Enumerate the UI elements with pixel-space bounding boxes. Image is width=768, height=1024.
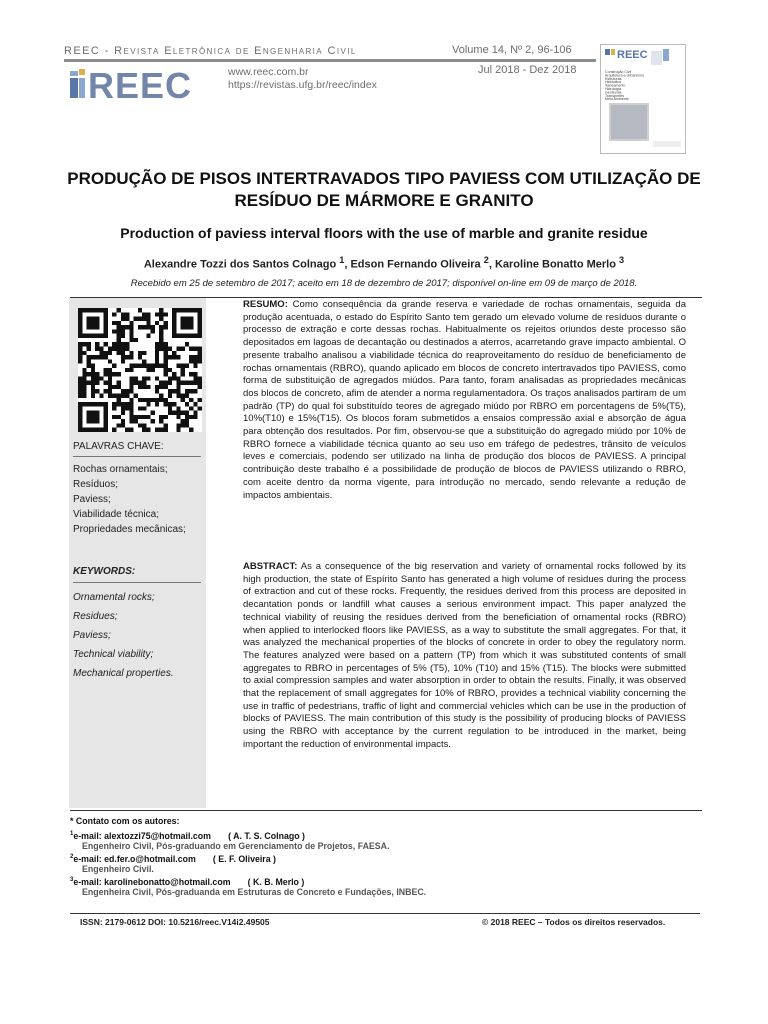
ufg-link[interactable]: https://revistas.ufg.br/reec/index (228, 79, 377, 91)
abstract-text: As a consequence of the big reservation and variety of ornamental rocks followed by its high production, the state of Espírito Santo has generated a high volume of residues during the process of extraction and cut of these rocks. Frequently, the residues derived from this process are deposited in decantation ponds or landfill what causes a serious environment impact. This paper analyzed the technical viability of reusing the residues derived from the beneficiation of ornamental rocks (RBRO) when applied to interlocked floors like PAVIESS, as a way to substitute the small aggregates. For that, it was analyzed the mechanical properties of the blocks of concrete in order to obey the regulatory norm. The features analyzed were based on a pattern (TP) from which it was substituted contents of small aggregates to RBRO in percentages of 5% (T5), 10% (T10) and 15% (T15). The blocks were submitted to axial compression samples and water absorption in order to obtain the results. Finally, it was observed that the replacement of small aggregates for 10% of RBRO, provides a technical viability concerning the use in traffic of pedestrians, traffic of light and commercial vehicles which can be use in the production of blocks of PAVIESS. The main contribution of this study is the possibility of producing blocks of PAVIESS using the RBRO with acceptance by the current regulation to be introduced in the market, being important the reduction of environmental impacts. (243, 561, 686, 750)
qr-code-icon[interactable] (78, 308, 202, 432)
cover-art (601, 45, 685, 153)
cover-topic: Geotecnia (605, 90, 622, 95)
keyword-en: Technical viability; (73, 649, 154, 660)
contact-line: $^2$e-mail: ed.fer.o@hotmail.com ( E. F. Oliveira ) (70, 854, 276, 864)
keywords-pt-heading: PALAVRAS CHAVE: (73, 441, 164, 452)
author-2: Edson Fernando Oliveira (350, 258, 481, 271)
cover-topic: Hidrologia (605, 87, 622, 91)
journal-name: REEC - Revista Eletrônica de Engenharia Civil (64, 45, 357, 57)
volume-info: Volume 14, Nº 2, 96-106 (452, 44, 572, 56)
footer-rule (70, 913, 700, 914)
keyword-pt: Resíduos; (73, 479, 119, 490)
keyword-en: Residues; (73, 611, 118, 622)
author-1-affil: 1 (339, 255, 345, 265)
contact-email[interactable]: e-mail: ed.fer.o@hotmail.com ( E. F. Oliveira ) (73, 854, 276, 864)
cover-topic: Meio Ambiente (605, 97, 629, 102)
abstract-label: ABSTRACT: (243, 561, 298, 572)
keyword-en: Ornamental rocks; (73, 592, 155, 603)
website-link[interactable]: www.reec.com.br (228, 66, 309, 78)
keywords-pt-list (73, 462, 186, 537)
author-3: Karoline Bonatto Merlo (494, 258, 616, 271)
keyword-pt: Viabilidade técnica; (73, 509, 159, 520)
keywords-pt-rule (73, 456, 201, 457)
author-2-affil: 2 (483, 255, 489, 265)
contact-affiliation: Engenheiro Civil. (82, 864, 154, 874)
contact-line: $^1$e-mail: alextozzi75@hotmail.com ( A. T. S. Colnago ) (70, 831, 305, 841)
cover-topic: Estruturas (605, 76, 622, 81)
abstract-block (243, 561, 686, 752)
contact-affiliation: Engenheira Civil, Pós-graduanda em Estruturas de Concreto e Fundações, INBEC. (82, 887, 427, 897)
article-title-english: Production of paviess interval floors with the use of marble and granite residue (120, 225, 648, 241)
received-dates: Recebido em 25 de setembro de 2017; aceito em 18 de dezembro de 2017; disponível on-line em 09 de março de 2018. (130, 278, 638, 289)
header-rule (64, 59, 596, 62)
cover-topic: Construção Civil (605, 70, 632, 74)
keywords-en-heading: KEYWORDS: (73, 566, 136, 577)
keyword-pt: Propriedades mecânicas; (73, 524, 186, 535)
keyword-en: Mechanical properties. (73, 668, 174, 679)
keyword-pt: Paviess; (73, 494, 111, 505)
copyright: © 2018 REEC – Todos os direitos reservados. (482, 917, 666, 927)
author-3-affil: 3 (619, 255, 625, 265)
cover-topic: Transportes (605, 93, 625, 98)
logo-text: REEC (88, 65, 193, 101)
logo-mark-icon (70, 69, 85, 98)
issn-doi: ISSN: 2179-0612 DOI: 10.5216/reec.V14i2.49505 (80, 917, 270, 927)
keyword-pt: Rochas ornamentais; (73, 464, 168, 475)
keywords-en-list (73, 588, 174, 683)
author-1: Alexandre Tozzi dos Santos Colnago (143, 258, 337, 271)
contacts-heading: * Contato com os autores: (70, 816, 180, 826)
author-contacts (70, 816, 710, 900)
bottom-rule (70, 810, 702, 811)
cover-logo-text: REEC (617, 49, 648, 61)
resumo-text: Como consequência da grande reserva e variedade de rochas ornamentais, seguida da produção acentuada, o estado do Espírito Santo tem gerado um elevado volume de resíduos durante o processo de extração e corte dessas rochas. Habitualmente os rejeitos oriundos deste processo são depositados em lagoas de decantação ou destinados a aterros, acarretando grave impacto ambiental. O presente trabalho analisou a viabilidade técnica do reaproveitamento do resíduo de beneficiamento de rochas ornamentais (RBRO), quando aplicado em blocos de concreto intertravados tipo PAVIESS, como forma de substituição de agregados miúdos. Para tanto, foram analisadas as propriedades mecânicas dos blocos de concreto, afim de atender a norma regulamentadora. Os traços analisados partiram de um padrão (TP) do qual foi substituído teores de agregado miúdo por RBRO em porcentagens de 5%(T5), 10%(T10) e 15%(T15). Os blocos foram submetidos a ensaios compressão axial e absorção de água para obtenção dos resultados. Por fim, observou-se que a substituição do agregado miúdo por 10% de RBRO fornece a viabilidade técnica quanto ao seu uso em tráfego de pedestres, trânsito de veículos leves e comerciais, podendo ser utilizado na linha de produção dos blocos de PAVIESS. A principal contribuição deste trabalho é a possibilidade de produção de blocos de PAVIESS utilizando o RBRO, com aceite dentro da norma vigente, para introdução no mercado, sendo relevante a redução de impactos ambientais. (243, 299, 686, 501)
article-title: PRODUÇÃO DE PISOS INTERTRAVADOS TIPO PAVIESS COM UTILIZAÇÃO DE RESÍDUO DE MÁRMORE E GRANITO (67, 169, 701, 210)
contact-line: $^3$e-mail: karolinebonatto@hotmail.com ( K. B. Merlo ) (70, 877, 305, 887)
keyword-en: Paviess; (73, 630, 111, 641)
authors-line: Alexandre Tozzi dos Santos Colnago $^1$, Edson Fernando Oliveira $^2$, Karoline Bonatto Merlo $^3$ (143, 255, 625, 271)
resumo-label: RESUMO: (243, 299, 288, 310)
cover-topic: Hidráulica (605, 80, 621, 85)
cover-topic: Arquitetura e Urbanismo (605, 73, 644, 78)
contact-affiliation: Engenheiro Civil, Pós-graduando em Gerenciamento de Projetos, FAESA. (82, 841, 390, 851)
cover-topic: Saneamento (605, 83, 626, 88)
contact-email[interactable]: e-mail: alextozzi75@hotmail.com ( A. T. S. Colnago ) (73, 831, 305, 841)
issue-date: Jul 2018 - Dez 2018 (478, 64, 577, 76)
resumo-block (243, 299, 686, 502)
journal-cover-thumbnail (600, 44, 686, 154)
contact-email[interactable]: e-mail: karolinebonatto@hotmail.com ( K. B. Merlo ) (73, 877, 305, 887)
keywords-en-rule (73, 582, 201, 583)
reec-logo (68, 65, 208, 101)
